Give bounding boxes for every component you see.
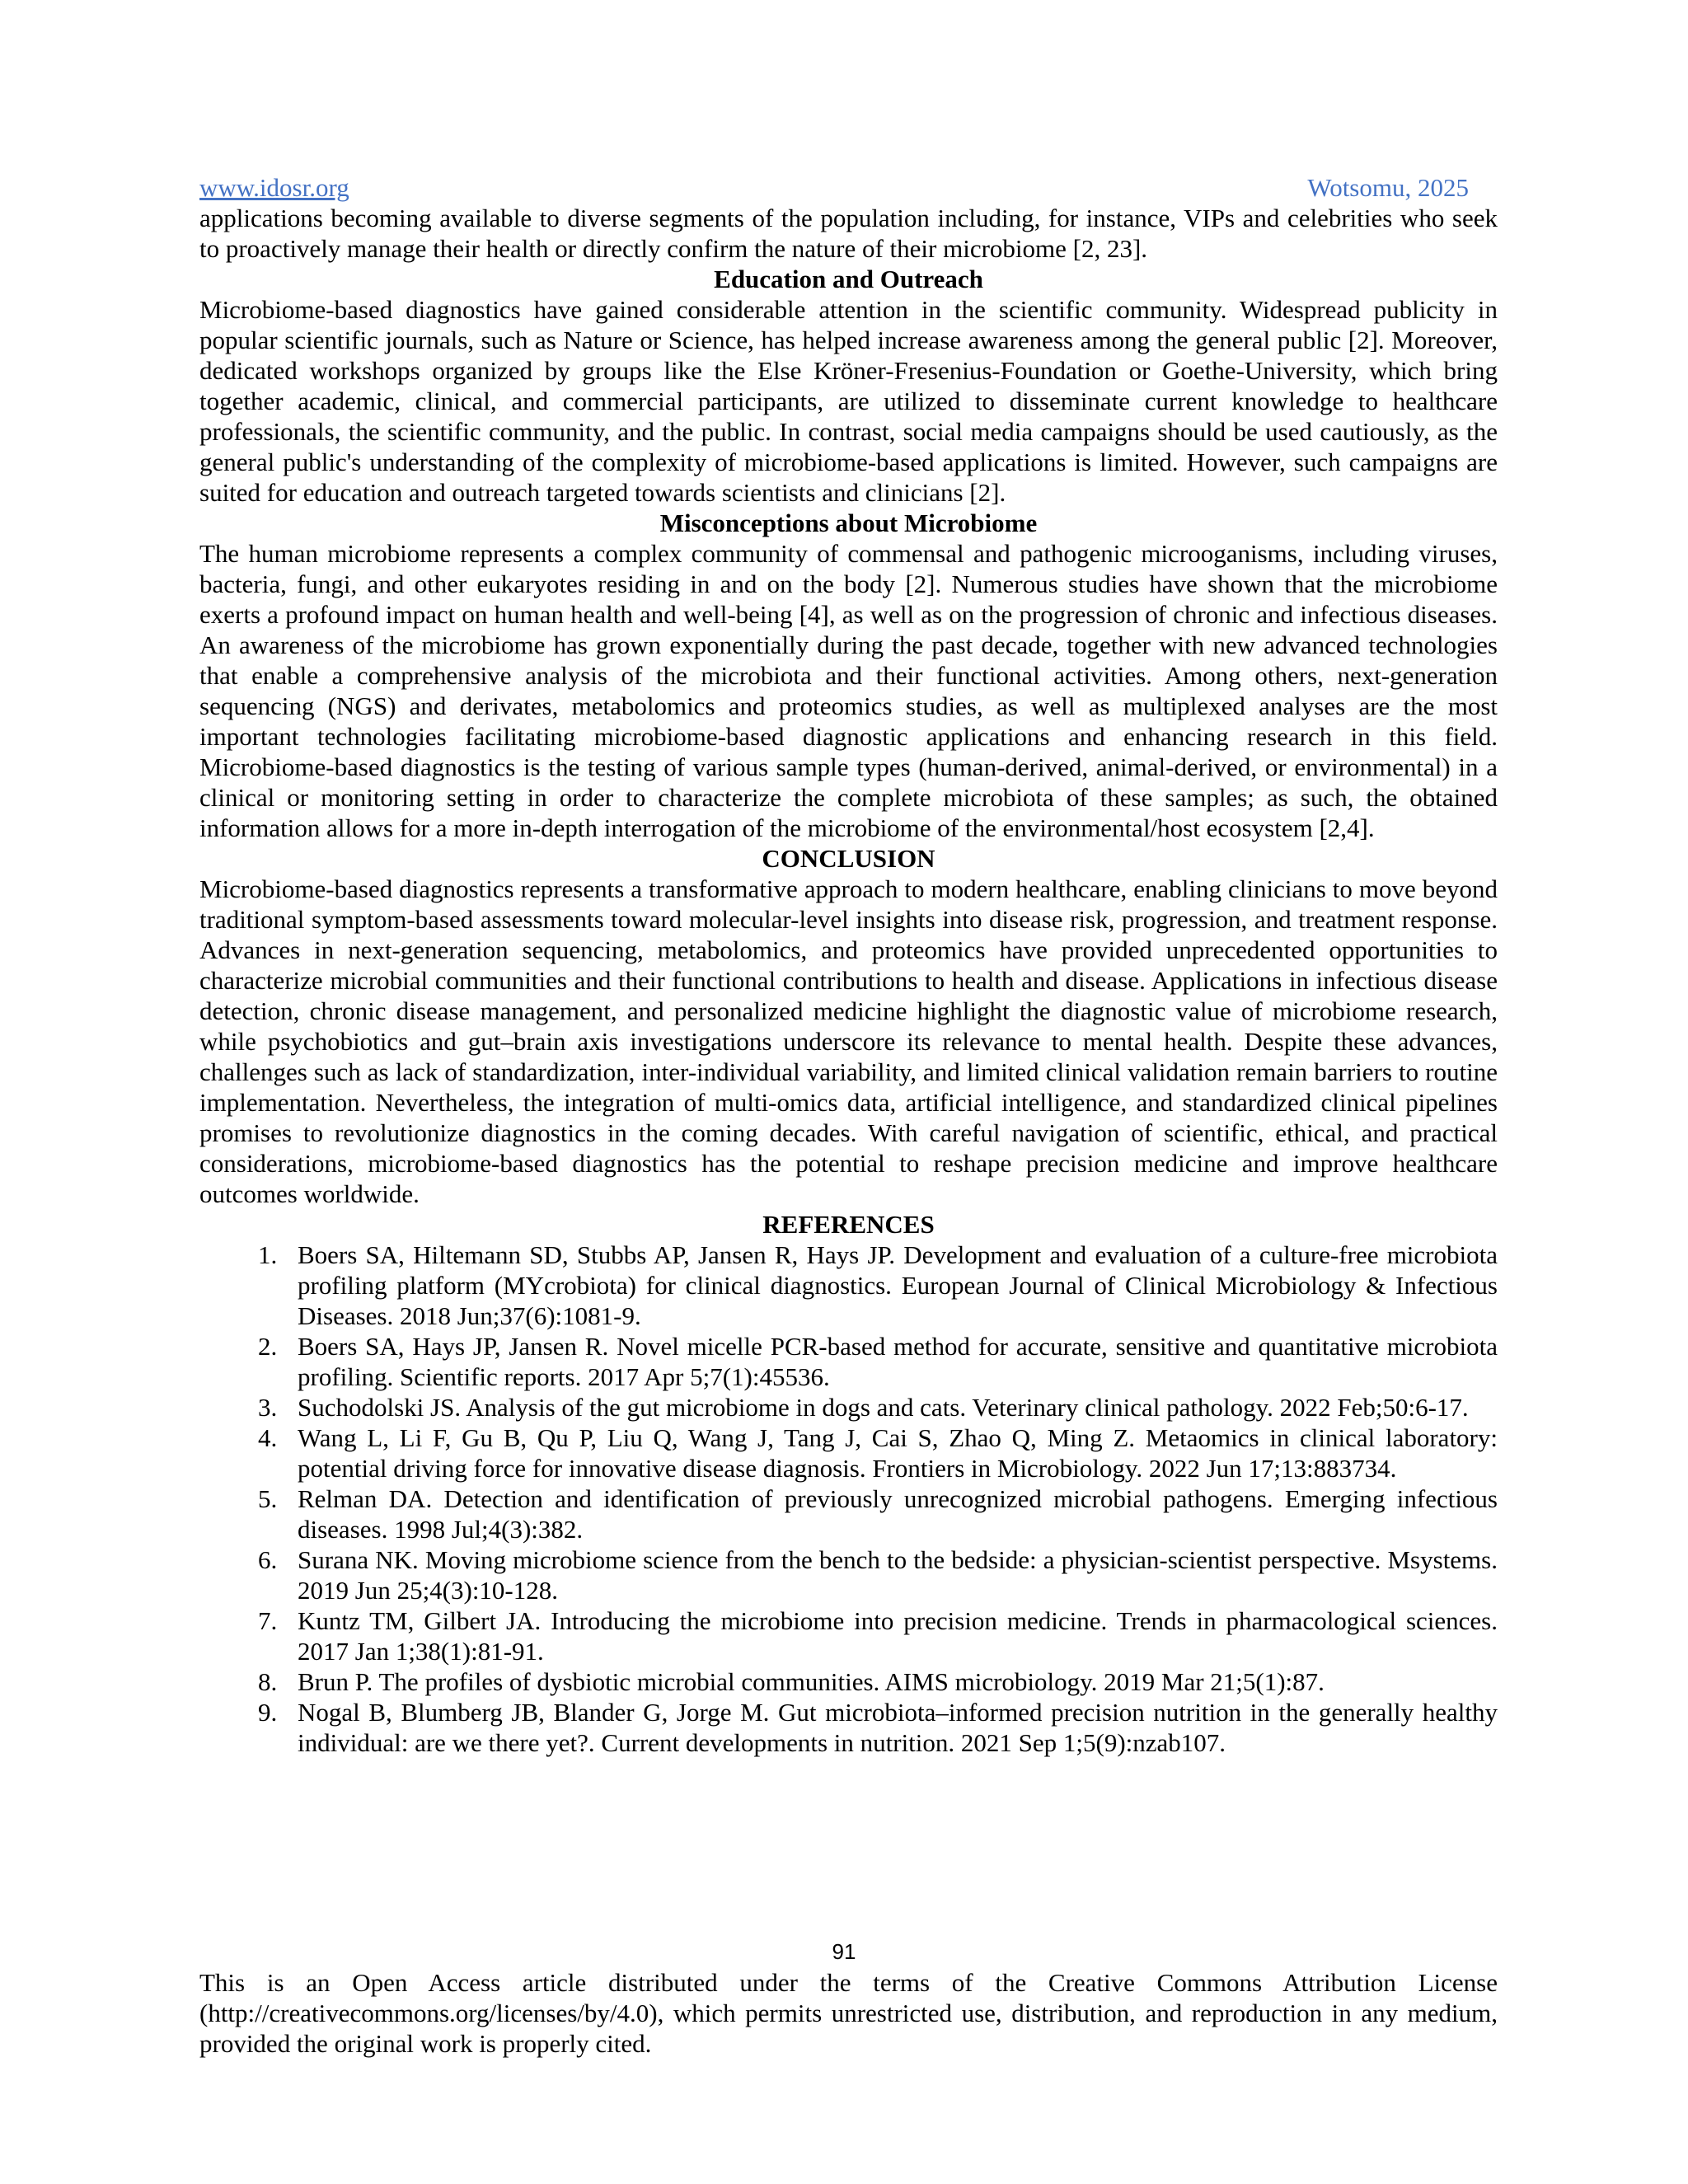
reference-text: Relman DA. Detection and identification of previously unrecognized microbial pathogens. Emerging infectious diseases. 1998 Jul;4(3):382. — [298, 1484, 1498, 1544]
section-body-education: Microbiome-based diagnostics have gained considerable attention in the scientific community. Widespread publicity in popular scientific journals, such as Nature or Science, has helped increase awareness among the general public [2]. Moreover, dedicated workshops organized by groups like the Else Kröner-Fresenius-Foundation or Goethe-University, which bring together academic, clinical, and commercial participants, are utilized to disseminate current knowledge to healthcare professionals, the scientific community, and the public. In contrast, social media campaigns should be used cautiously, as the general public's understanding of the complexity of microbiome-based applications is limited. However, such campaigns are suited for education and outreach targeted towards scientists and clinicians [2]. — [199, 295, 1498, 507]
reference-item — [199, 1240, 1498, 1331]
reference-number: 1. — [258, 1240, 278, 1269]
reference-item — [199, 1331, 1498, 1392]
reference-text: Wang L, Li F, Gu B, Qu P, Liu Q, Wang J, Tang J, Cai S, Zhao Q, Ming Z. Metaomics in clinical laboratory: potential driving force for innovative disease diagnosis. Frontiers in Microbiology. 2022 Jun 17;13:883734. — [298, 1423, 1498, 1483]
reference-item — [199, 1544, 1498, 1605]
reference-text: Boers SA, Hiltemann SD, Stubbs AP, Jansen R, Hays JP. Development and evaluation of a culture-free microbiota profiling platform (MYcrobiota) for clinical diagnostics. European Journal of Clinical Microbiology & Infectious Diseases. 2018 Jun;37(6):1081-9. — [298, 1240, 1498, 1330]
author-year: Wotsomu, 2025 — [1307, 173, 1469, 202]
reference-number: 7. — [258, 1606, 278, 1635]
reference-item — [199, 1605, 1498, 1666]
reference-item — [199, 1483, 1498, 1544]
references-heading: REFERENCES — [762, 1210, 935, 1239]
reference-number: 5. — [258, 1484, 278, 1513]
reference-text: Nogal B, Blumberg JB, Blander G, Jorge M. Gut microbiota–informed precision nutrition in the generally healthy individual: are we there yet?. Current developments in nutrition. 2021 Sep 1;5(9):nzab107. — [298, 1698, 1498, 1757]
intro-paragraph: applications becoming available to diverse segments of the population including, for instance, VIPs and celebrities who seek to proactively manage their health or directly confirm the nature of their microbiome [2, 23]. — [199, 204, 1498, 263]
section-heading-education: Education and Outreach — [714, 265, 983, 293]
running-header — [199, 171, 1469, 204]
reference-text: Boers SA, Hays JP, Jansen R. Novel micelle PCR-based method for accurate, sensitive and quantitative microbiota profiling. Scientific reports. 2017 Apr 5;7(1):45536. — [298, 1332, 1498, 1391]
page-number: 91 — [832, 1939, 856, 1964]
reference-number: 9. — [258, 1698, 278, 1727]
license-notice: This is an Open Access article distributed under the terms of the Creative Commons Attribution License (http://creativecommons.org/licenses/by/4.0), which permits unrestricted use, distribution, and reproduction in any medium, provided the original work is properly cited. — [199, 1968, 1498, 2058]
reference-item — [199, 1422, 1498, 1483]
journal-site-link[interactable]: www.idosr.org — [199, 173, 349, 202]
article-body — [199, 203, 1498, 1758]
section-body-conclusion: Microbiome-based diagnostics represents a transformative approach to modern healthcare, enabling clinicians to move beyond traditional symptom-based assessments toward molecular-level insights into disease risk, progression, and treatment response. Advances in next-generation sequencing, metabolomics, and proteomics have provided unprecedented opportunities to characterize microbial communities and their functional contributions to health and disease. Applications in infectious disease detection, chronic disease management, and personalized medicine highlight the diagnostic value of microbiome research, while psychobiotics and gut–brain axis investigations underscore its relevance to mental health. Despite these advances, challenges such as lack of standardization, inter-individual variability, and limited clinical validation remain barriers to routine implementation. Nevertheless, the integration of multi-omics data, artificial intelligence, and standardized clinical pipelines promises to revolutionize diagnostics in the coming decades. With careful navigation of scientific, ethical, and practical considerations, microbiome-based diagnostics has the potential to reshape precision medicine and improve healthcare outcomes worldwide. — [199, 874, 1498, 1208]
reference-number: 8. — [258, 1667, 278, 1696]
reference-text: Brun P. The profiles of dysbiotic microbial communities. AIMS microbiology. 2019 Mar 21;5(1):87. — [298, 1667, 1325, 1696]
section-heading-misconceptions: Misconceptions about Microbiome — [659, 509, 1038, 537]
section-heading-conclusion: CONCLUSION — [762, 844, 935, 873]
reference-list — [199, 1240, 1498, 1758]
reference-text: Suchodolski JS. Analysis of the gut microbiome in dogs and cats. Veterinary clinical pathology. 2022 Feb;50:6-17. — [298, 1393, 1469, 1422]
reference-text: Surana NK. Moving microbiome science from the bench to the bedside: a physician-scientist perspective. Msystems. 2019 Jun 25;4(3):10-128. — [298, 1545, 1498, 1605]
reference-item — [199, 1666, 1498, 1697]
reference-number: 6. — [258, 1545, 278, 1574]
reference-number: 3. — [258, 1393, 278, 1422]
reference-item — [199, 1697, 1498, 1758]
reference-item — [199, 1392, 1498, 1422]
reference-number: 4. — [258, 1423, 278, 1452]
section-body-misconceptions: The human microbiome represents a complex community of commensal and pathogenic microoganisms, including viruses, bacteria, fungi, and other eukaryotes residing in and on the body [2]. Numerous studies have shown that the microbiome exerts a profound impact on human health and well-being [4], as well as on the progression of chronic and infectious diseases. An awareness of the microbiome has grown exponentially during the past decade, together with new advanced technologies that enable a comprehensive analysis of the microbiota and their functional activities. Among others, next-generation sequencing (NGS) and derivates, metabolomics and proteomics studies, as well as multiplexed analyses are the most important technologies facilitating microbiome-based diagnostic applications and enhancing research in this field. Microbiome-based diagnostics is the testing of various sample types (human-derived, animal-derived, or environmental) in a clinical or monitoring setting in order to characterize the complete microbiota of these samples; as such, the obtained information allows for a more in-depth interrogation of the microbiome of the environmental/host ecosystem [2,4]. — [199, 539, 1498, 842]
reference-number: 2. — [258, 1332, 278, 1361]
reference-text: Kuntz TM, Gilbert JA. Introducing the microbiome into precision medicine. Trends in pharmacological sciences. 2017 Jan 1;38(1):81-91. — [298, 1606, 1498, 1666]
